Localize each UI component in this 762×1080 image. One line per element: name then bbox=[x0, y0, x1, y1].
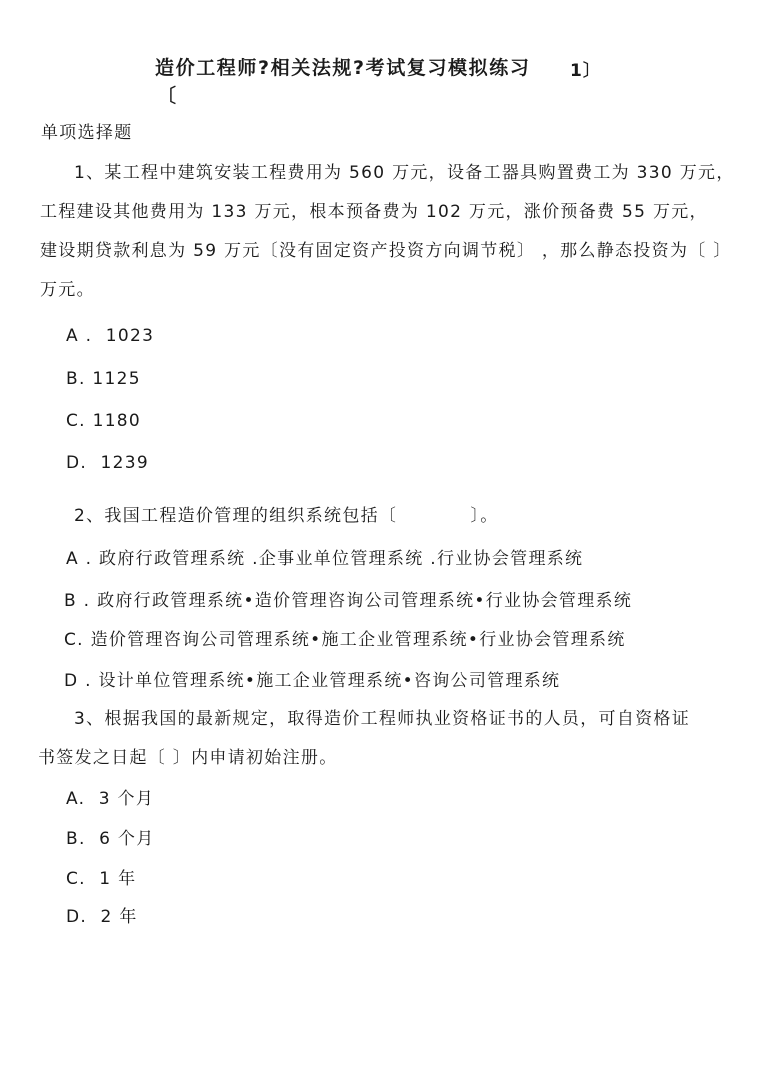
question-1-line-4: 万元。 bbox=[40, 280, 95, 300]
question-2-option-b: B . 政府行政管理系统•造价管理咨询公司管理系统•行业协会管理系统 bbox=[64, 591, 633, 611]
question-3-line-1: 3、根据我国的最新规定，取得造价工程师执业资格证书的人员，可自资格证 bbox=[74, 709, 691, 729]
document-title: 造价工程师?相关法规?考试复习模拟练习 bbox=[155, 57, 531, 79]
question-1-option-c: C. 1180 bbox=[66, 411, 142, 431]
question-1-line-2: 工程建设其他费用为 133 万元，根本预备费为 102 万元，涨价预备费 55 万元， bbox=[40, 202, 708, 222]
document-title-number: 1〕 bbox=[570, 61, 601, 81]
question-3-option-d: D. 2 年 bbox=[66, 907, 138, 927]
question-2-option-d: D . 设计单位管理系统•施工企业管理系统•咨询公司管理系统 bbox=[64, 671, 561, 691]
question-1-line-3: 建设期贷款利息为 59 万元〔没有固定资产投资方向调节税〕 ，那么静态投资为〔 〕 bbox=[40, 241, 732, 261]
question-1-option-d: D. 1239 bbox=[66, 453, 149, 473]
question-3-option-a: A. 3 个月 bbox=[66, 789, 155, 809]
question-2-line-1: 2、我国工程造价管理的组织系统包括〔 〕。 bbox=[74, 506, 499, 526]
question-1-option-a: A . 1023 bbox=[66, 326, 155, 346]
question-3-option-b: B. 6 个月 bbox=[66, 829, 155, 849]
question-1-line-1: 1、某工程中建筑安装工程费用为 560 万元，设备工器具购置费工为 330 万元， bbox=[74, 163, 735, 183]
section-heading: 单项选择题 bbox=[41, 123, 133, 143]
question-1-option-b: B. 1125 bbox=[66, 369, 141, 389]
document-title-open-bracket: 〔 bbox=[157, 85, 178, 107]
question-2-option-c: C. 造价管理咨询公司管理系统•施工企业管理系统•行业协会管理系统 bbox=[64, 630, 626, 650]
question-2-option-a: A . 政府行政管理系统 .企事业单位管理系统 .行业协会管理系统 bbox=[66, 549, 584, 569]
question-3-option-c: C. 1 年 bbox=[66, 869, 137, 889]
question-3-line-2: 书签发之日起〔 〕内申请初始注册。 bbox=[38, 748, 338, 768]
